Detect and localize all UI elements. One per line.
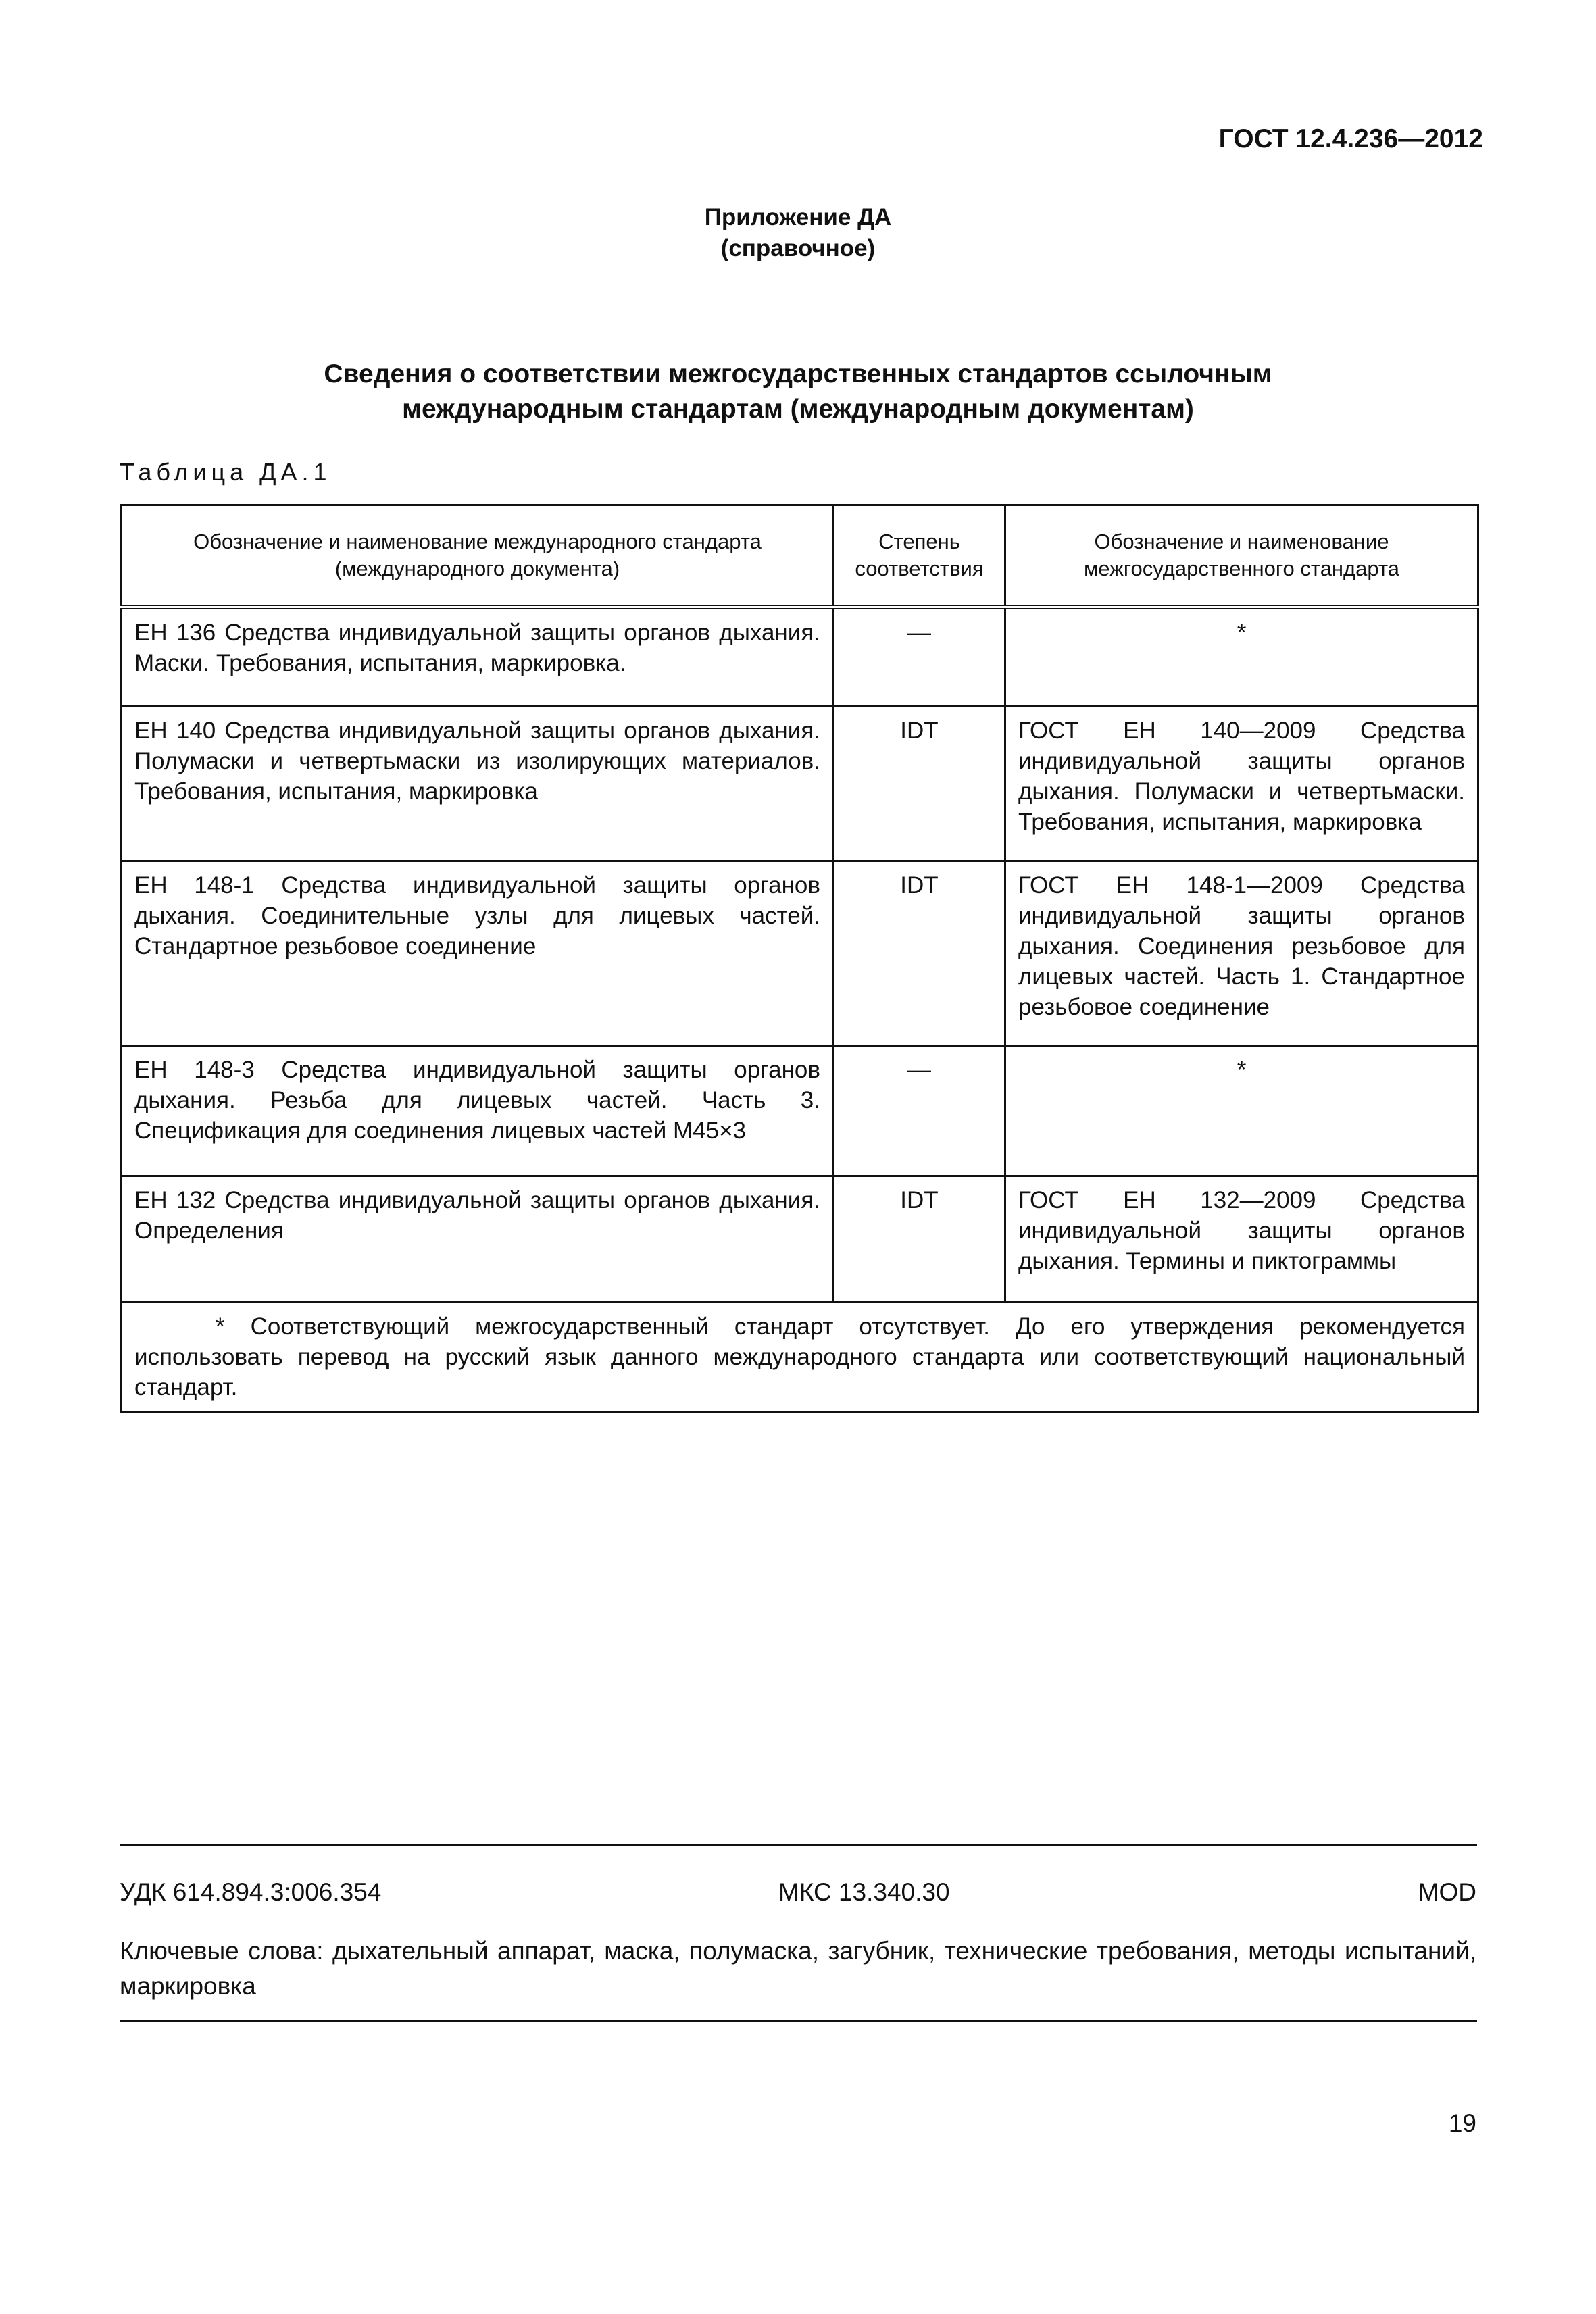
header-international-standard: Обозначение и наименование международного стандарта (международного документа): [122, 505, 834, 607]
mks-code: МКС 13.340.30: [778, 1878, 950, 1906]
cell-international: ЕН 148-1 Средства индивидуальной защиты органов дыхания. Соединительные узлы для лицевых частей. Стандартное резьбовое соединение: [122, 861, 834, 1046]
cell-international: ЕН 132 Средства индивидуальной защиты органов дыхания. Определения: [122, 1176, 834, 1303]
annex-title: Приложение ДА: [704, 204, 892, 230]
page-number: 19: [1448, 2109, 1476, 2137]
cell-degree: IDT: [834, 861, 1005, 1046]
header-interstate-standard: Обозначение и наименование межгосударственного стандарта: [1005, 505, 1478, 607]
cell-international: ЕН 140 Средства индивидуальной защиты органов дыхания. Полумаски и четвертьмаски из изолирующих материалов. Требования, испытания, маркировка: [122, 707, 834, 861]
table-row: [122, 607, 1478, 707]
table-row: [122, 1176, 1478, 1303]
table-row: [122, 861, 1478, 1046]
mod-marker: MOD: [1418, 1878, 1476, 1906]
cell-degree: —: [834, 1046, 1005, 1176]
document-title-line-1: Сведения о соответствии межгосударственных стандартов ссылочным: [324, 359, 1272, 388]
table-footnote: * Соответствующий межгосударственный стандарт отсутствует. До его утверждения рекомендуется использовать перевод на русский язык данного международного стандарта или соответствующий национальный стандарт.: [122, 1303, 1478, 1412]
table-footnote-row: [122, 1303, 1478, 1412]
standard-code: ГОСТ 12.4.236—2012: [1218, 124, 1483, 153]
cell-interstate: ГОСТ ЕН 148-1—2009 Средства индивидуальной защиты органов дыхания. Соединения резьбовое для лицевых частей. Часть 1. Стандартное резьбовое соединение: [1005, 861, 1478, 1046]
cell-degree: —: [834, 607, 1005, 707]
cell-international: ЕН 136 Средства индивидуальной защиты органов дыхания. Маски. Требования, испытания, маркировка.: [122, 607, 834, 707]
cell-interstate: ГОСТ ЕН 140—2009 Средства индивидуальной защиты органов дыхания. Полумаски и четвертьмаски. Требования, испытания, маркировка: [1005, 707, 1478, 861]
table-row: [122, 1046, 1478, 1176]
cell-degree: IDT: [834, 707, 1005, 861]
header-degree: Степень соответствия: [834, 505, 1005, 607]
table-header-row: [122, 505, 1478, 607]
cell-interstate: ГОСТ ЕН 132—2009 Средства индивидуальной защиты органов дыхания. Термины и пиктограммы: [1005, 1176, 1478, 1303]
footer-rule-bottom: [120, 2020, 1477, 2022]
document-title: [0, 357, 1596, 427]
cell-interstate: *: [1005, 607, 1478, 707]
correspondence-table: [120, 504, 1479, 1413]
cell-interstate: *: [1005, 1046, 1478, 1176]
annex-subtitle: (справочное): [720, 235, 876, 261]
udk-code: УДК 614.894.3:006.354: [120, 1878, 382, 1906]
table-row: [122, 707, 1478, 861]
table-caption: Таблица ДА.1: [120, 458, 332, 486]
keywords: Ключевые слова: дыхательный аппарат, маска, полумаска, загубник, технические требования, методы испытаний, маркировка: [120, 1937, 1476, 2000]
cell-degree: IDT: [834, 1176, 1005, 1303]
document-title-line-2: международным стандартам (международным документам): [402, 395, 1194, 424]
cell-international: ЕН 148-3 Средства индивидуальной защиты органов дыхания. Резьба для лицевых частей. Часть 3. Спецификация для соединения лицевых частей М45×3: [122, 1046, 834, 1176]
footer-rule-top: [120, 1844, 1477, 1846]
